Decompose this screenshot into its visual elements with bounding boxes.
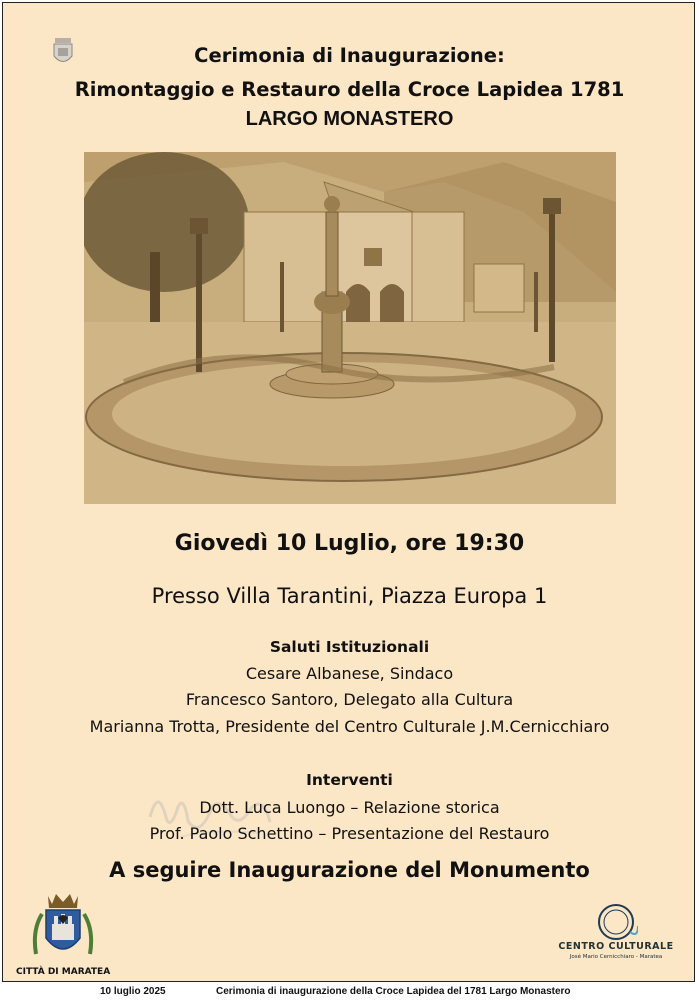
city-name: CITTÀ DI MARATEA — [16, 967, 111, 977]
saluti-heading: Saluti Istituzionali — [269, 638, 430, 656]
centro-culturale-subtitle: José Mario Cernicchiaro - Maratea — [569, 954, 663, 960]
monument-illustration — [84, 152, 616, 504]
saluti-person: Francesco Santoro, Delegato alla Cultura — [185, 690, 514, 709]
location-title: LARGO MONASTERO — [245, 108, 454, 130]
footer-date: 10 luglio 2025 — [100, 986, 166, 997]
footer-title: Cerimonia di inaugurazione della Croce Lapidea del 1781 Largo Monastero — [216, 986, 571, 997]
interventi-person: Dott. Luca Luongo – Relazione storica — [199, 798, 500, 817]
centro-culturale-name: CENTRO CULTURALE — [558, 941, 674, 952]
interventi-heading: Interventi — [306, 771, 393, 789]
title-line-1: Cerimonia di Inaugurazione: — [194, 44, 505, 67]
city-crest-icon — [30, 890, 96, 966]
footer — [0, 985, 699, 1000]
event-datetime: Giovedì 10 Luglio, ore 19:30 — [174, 531, 525, 556]
interventi-person: Prof. Paolo Schettino – Presentazione del Restauro — [149, 824, 550, 843]
centro-culturale-logo-icon — [594, 902, 638, 942]
closing-announcement: A seguire Inaugurazione del Monumento — [109, 858, 590, 882]
event-location: Presso Villa Tarantini, Piazza Europa 1 — [151, 584, 548, 608]
saluti-person: Marianna Trotta, Presidente del Centro Culturale J.M.Cernicchiaro — [89, 717, 610, 736]
saluti-person: Cesare Albanese, Sindaco — [245, 664, 454, 683]
title-line-2: Rimontaggio e Restauro della Croce Lapidea 1781 — [74, 78, 625, 101]
